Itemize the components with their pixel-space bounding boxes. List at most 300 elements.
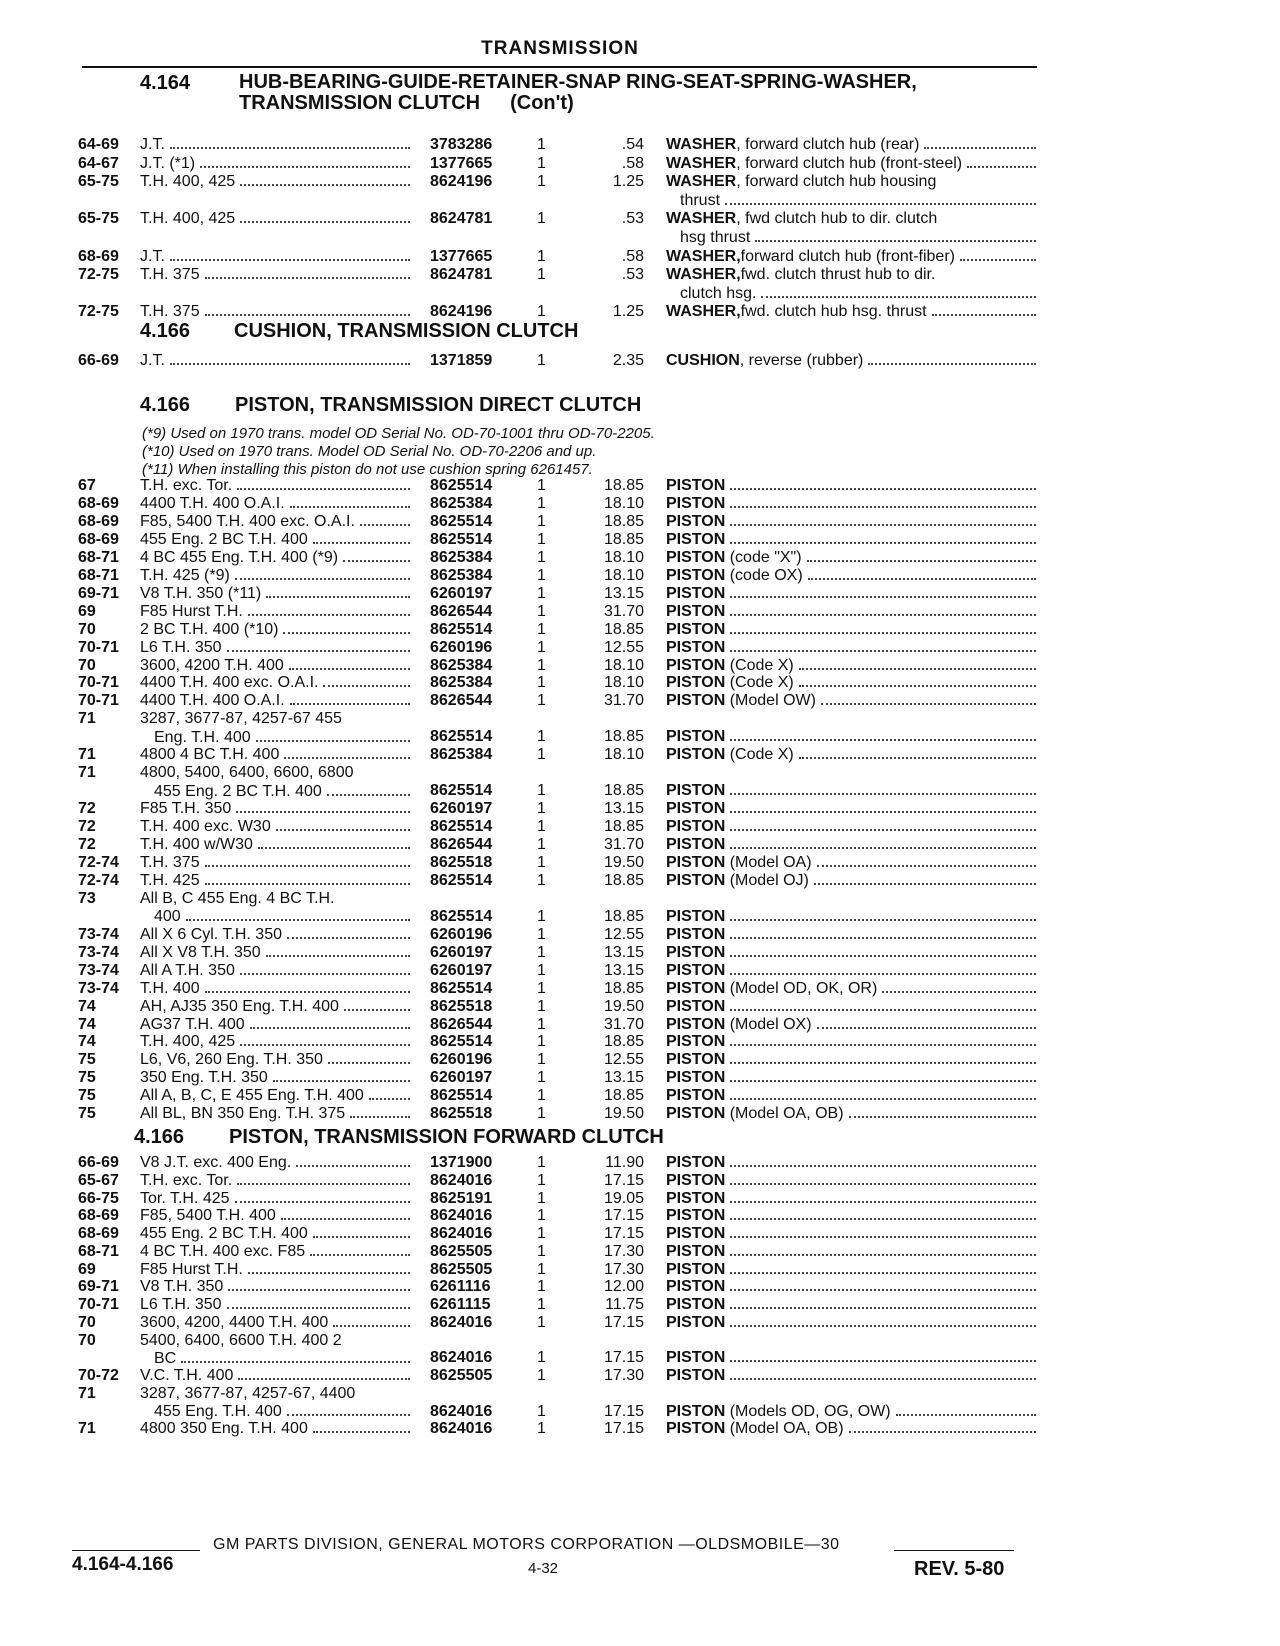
part-description <box>666 1033 1038 1052</box>
part-name: PISTON <box>666 1225 726 1242</box>
part-description <box>666 782 1038 801</box>
model-text: 4800 4 BC T.H. 400 <box>140 746 280 764</box>
model-text: 3287, 3677-87, 4257-67 455 <box>140 710 342 728</box>
quantity: 1 <box>537 961 546 979</box>
description-text <box>666 800 725 819</box>
dot-leader <box>181 1361 410 1363</box>
description-line <box>666 926 1038 945</box>
quantity: 1 <box>537 173 546 191</box>
dot-leader <box>730 524 1036 526</box>
part-description <box>666 1314 1038 1333</box>
model-years: 67 <box>78 477 96 494</box>
part-number: 8625514 <box>430 620 493 638</box>
model-line <box>140 800 412 819</box>
model-text: J.T. <box>140 136 165 153</box>
quantity: 1 <box>537 746 546 764</box>
description-text <box>666 136 919 155</box>
part-name: PISTON <box>666 979 726 997</box>
part-name: PISTON <box>666 477 726 494</box>
part-name: WASHER, <box>666 247 741 265</box>
dot-leader <box>730 1062 1036 1064</box>
quantity: 1 <box>537 548 546 566</box>
quantity: 1 <box>537 836 546 853</box>
model-text: V.C. T.H. 400 <box>140 1367 234 1384</box>
list-price: 31.70 <box>603 1015 644 1033</box>
model-years: 64-67 <box>78 154 119 172</box>
part-name: PISTON <box>666 1242 726 1260</box>
dot-leader <box>807 560 1036 562</box>
dot-leader <box>730 847 1036 849</box>
part-description <box>666 854 1038 873</box>
part-description <box>666 495 1038 514</box>
part-number: 6260197 <box>430 584 493 602</box>
footer-page-number: 4-32 <box>528 1560 559 1577</box>
dot-leader <box>730 542 1036 544</box>
parts-row <box>0 944 1280 962</box>
dot-leader <box>228 1289 410 1291</box>
description-detail: (code "X") <box>725 548 802 566</box>
model-line <box>140 477 412 496</box>
part-number: 8625514 <box>430 477 493 494</box>
model-line <box>140 531 412 550</box>
quantity: 1 <box>537 584 546 602</box>
dot-leader <box>240 184 410 186</box>
dot-leader <box>284 757 410 759</box>
model-text: F85 Hurst T.H. <box>140 1260 243 1278</box>
model-text: F85, 5400 T.H. 400 <box>140 1207 276 1225</box>
model-application <box>140 352 412 371</box>
parts-row <box>0 352 1280 371</box>
quantity: 1 <box>537 1087 546 1105</box>
part-name: PISTON <box>666 566 726 584</box>
part-description <box>666 908 1038 927</box>
dot-leader <box>755 240 1036 242</box>
dot-leader <box>960 259 1036 261</box>
list-price: 18.85 <box>603 1033 644 1051</box>
part-number: 6260196 <box>430 1051 493 1069</box>
model-application <box>140 549 412 568</box>
dot-leader <box>730 973 1036 975</box>
parts-row <box>0 155 1280 174</box>
description-text <box>666 692 816 711</box>
quantity: 1 <box>537 136 546 153</box>
model-line <box>140 783 412 802</box>
description-text <box>666 567 803 586</box>
model-application <box>140 890 412 927</box>
dot-leader <box>730 1378 1036 1380</box>
model-line <box>140 1225 412 1244</box>
description-detail: (Model OJ) <box>725 871 809 889</box>
list-price: 17.15 <box>603 1225 644 1242</box>
dot-leader <box>924 147 1036 149</box>
quantity: 1 <box>537 210 546 228</box>
description-line <box>666 285 1038 304</box>
description-line <box>666 1261 1038 1280</box>
dot-leader <box>250 1027 410 1029</box>
header-rule <box>82 66 1037 68</box>
list-price: 19.50 <box>603 997 644 1015</box>
model-line <box>140 173 412 192</box>
description-detail: (Models OD, OG, OW) <box>725 1402 891 1420</box>
description-detail: , reverse (rubber) <box>739 352 864 369</box>
list-price: 12.55 <box>603 638 644 656</box>
parts-row <box>0 818 1280 836</box>
dot-leader <box>266 596 410 598</box>
section-title-line: PISTON, TRANSMISSION DIRECT CLUTCH <box>235 394 642 416</box>
part-number: 8624016 <box>430 1225 493 1242</box>
model-years: 72-74 <box>78 853 119 871</box>
quantity: 1 <box>537 925 546 943</box>
part-name: PISTON <box>666 692 726 710</box>
description-detail: (Model OW) <box>725 692 816 710</box>
part-name: PISTON <box>666 746 726 764</box>
model-text: V8 J.T. exc. 400 Eng. <box>140 1154 292 1171</box>
quantity: 1 <box>537 494 546 512</box>
part-number: 8624016 <box>430 1402 493 1420</box>
description-text <box>666 998 725 1017</box>
list-price: 12.55 <box>603 925 644 943</box>
model-application <box>140 495 412 514</box>
description-line <box>666 1069 1038 1088</box>
parts-row <box>0 657 1280 675</box>
model-text: AG37 T.H. 400 <box>140 1015 245 1033</box>
part-number: 8624016 <box>430 1207 493 1225</box>
part-name: PISTON <box>666 584 726 602</box>
model-years: 74 <box>78 1033 96 1051</box>
model-years: 70-72 <box>78 1367 119 1384</box>
part-description <box>666 1403 1038 1422</box>
dot-leader <box>343 560 410 562</box>
part-number: 8626544 <box>430 1015 493 1033</box>
dot-leader <box>287 1414 410 1416</box>
quantity: 1 <box>537 638 546 656</box>
model-application <box>140 210 412 229</box>
model-line <box>140 674 412 693</box>
model-application <box>140 1087 412 1106</box>
quantity: 1 <box>537 1051 546 1069</box>
part-number: 1377665 <box>430 247 493 265</box>
model-text: 3600, 4200 T.H. 400 <box>140 656 284 674</box>
description-line <box>666 495 1038 514</box>
part-description <box>666 692 1038 711</box>
dot-leader <box>350 1116 410 1118</box>
dot-leader <box>730 614 1036 616</box>
dot-leader <box>205 883 410 885</box>
dot-leader <box>799 757 1036 759</box>
model-years: 69 <box>78 602 96 620</box>
quantity: 1 <box>537 1154 546 1171</box>
part-number: 8624016 <box>430 1171 493 1189</box>
model-line <box>140 854 412 873</box>
quantity: 1 <box>537 566 546 584</box>
model-line <box>140 962 412 981</box>
model-line <box>140 908 412 927</box>
description-text <box>666 1051 725 1070</box>
section-number: 4.164 <box>140 72 191 94</box>
dot-leader <box>344 1009 410 1011</box>
list-price: 18.85 <box>603 1087 644 1105</box>
part-description <box>666 1261 1038 1280</box>
quantity: 1 <box>537 1033 546 1051</box>
model-application <box>140 692 412 711</box>
list-price: 11.75 <box>605 1296 644 1313</box>
model-line <box>140 1033 412 1052</box>
description-line <box>666 908 1038 927</box>
parts-row <box>0 674 1280 692</box>
part-description <box>666 926 1038 945</box>
model-application <box>140 266 412 285</box>
description-line <box>666 998 1038 1017</box>
part-description <box>666 1190 1038 1209</box>
part-name: PISTON <box>666 1420 726 1438</box>
model-years: 72 <box>78 800 96 818</box>
section-title-line: HUB-BEARING-GUIDE-RETAINER-SNAP RING-SEAT-SPRING-WASHER, <box>239 71 917 93</box>
dot-leader <box>205 991 410 993</box>
part-number: 8626544 <box>430 602 493 620</box>
dot-leader <box>360 524 410 526</box>
dot-leader <box>256 740 410 742</box>
description-text <box>666 495 725 514</box>
list-price: 18.85 <box>603 530 644 548</box>
part-number: 8625384 <box>430 656 493 674</box>
model-application <box>140 1016 412 1035</box>
part-number: 8625514 <box>430 782 493 800</box>
part-name: CUSHION <box>666 352 740 369</box>
description-text <box>666 1349 725 1368</box>
dot-leader <box>730 1307 1036 1309</box>
model-text: All A T.H. 350 <box>140 961 235 979</box>
part-description <box>666 248 1038 267</box>
part-description <box>666 1243 1038 1262</box>
model-text: 4400 T.H. 400 exc. O.A.I. <box>140 674 319 692</box>
model-text: T.H. 375 <box>140 266 200 284</box>
model-text: T.H. exc. Tor. <box>140 477 233 494</box>
list-price: 1.25 <box>612 173 644 191</box>
description-line <box>666 674 1038 693</box>
model-line <box>140 1190 412 1209</box>
model-application <box>140 836 412 855</box>
parts-row <box>0 210 1280 247</box>
description-text <box>666 585 725 604</box>
section-title <box>234 320 578 343</box>
dot-leader <box>296 1165 410 1167</box>
parts-row <box>0 872 1280 890</box>
description-line <box>666 872 1038 891</box>
part-number: 1377665 <box>430 154 493 172</box>
model-line <box>140 872 412 891</box>
part-number: 1371859 <box>430 352 493 369</box>
description-line <box>666 303 1038 322</box>
model-application <box>140 1225 412 1244</box>
parts-row <box>0 1420 1280 1438</box>
part-number: 8624781 <box>430 210 493 228</box>
part-description <box>666 1105 1038 1124</box>
description-line <box>666 1105 1038 1124</box>
parts-row <box>0 1105 1280 1123</box>
model-text: T.H. 375 <box>140 303 200 321</box>
part-name: WASHER <box>666 173 737 191</box>
part-name: PISTON <box>666 1313 726 1331</box>
list-price: 13.15 <box>603 1069 644 1087</box>
dot-leader <box>814 883 1036 885</box>
model-years: 66-69 <box>78 352 119 369</box>
description-text <box>666 155 962 174</box>
description-line <box>666 1243 1038 1262</box>
model-line <box>140 621 412 640</box>
model-application <box>140 710 412 747</box>
quantity: 1 <box>537 728 546 746</box>
model-line <box>140 585 412 604</box>
list-price: .53 <box>621 210 644 228</box>
list-price: .54 <box>621 136 644 153</box>
description-text <box>666 248 955 267</box>
part-name: PISTON <box>666 1051 726 1069</box>
model-application <box>140 1420 412 1439</box>
model-years: 68-69 <box>78 1207 119 1225</box>
parts-row <box>0 1296 1280 1314</box>
list-price: .58 <box>621 247 644 265</box>
model-line <box>140 1087 412 1106</box>
quantity: 1 <box>537 871 546 889</box>
parts-row <box>0 477 1280 495</box>
part-number: 6260196 <box>430 925 493 943</box>
quantity: 1 <box>537 154 546 172</box>
description-text <box>666 549 802 568</box>
description-detail: , forward clutch hub (front-steel) <box>736 154 963 172</box>
part-description <box>666 477 1038 496</box>
parts-row <box>0 1367 1280 1385</box>
model-text: 4800 350 Eng. T.H. 400 <box>140 1420 308 1438</box>
footer-division: GM PARTS DIVISION, GENERAL MOTORS CORPORATION —OLDSMOBILE—30 <box>213 1536 840 1553</box>
description-line <box>666 229 1038 248</box>
dot-leader <box>205 277 410 279</box>
part-number: 8625384 <box>430 494 493 512</box>
list-price: 17.15 <box>603 1171 644 1189</box>
description-detail: (Model OA, OB) <box>725 1420 844 1438</box>
model-application <box>140 1207 412 1226</box>
parts-row <box>0 531 1280 549</box>
list-price: 17.15 <box>603 1420 644 1438</box>
part-number: 8624781 <box>430 266 493 284</box>
model-text: T.H. 400, 425 <box>140 173 236 191</box>
quantity: 1 <box>537 530 546 548</box>
list-price: 17.15 <box>603 1402 644 1420</box>
description-text <box>666 980 877 999</box>
part-description <box>666 603 1038 622</box>
part-description <box>666 1016 1038 1035</box>
description-text <box>666 531 725 550</box>
list-price: 19.50 <box>603 1105 644 1123</box>
part-number: 6260197 <box>430 800 493 818</box>
model-text: 4400 T.H. 400 O.A.I. <box>140 494 285 512</box>
part-name: PISTON <box>666 1069 726 1087</box>
description-line <box>666 836 1038 855</box>
parts-row <box>0 746 1280 764</box>
model-line <box>140 549 412 568</box>
dot-leader <box>730 739 1036 741</box>
part-description <box>666 531 1038 550</box>
model-years: 75 <box>78 1069 96 1087</box>
model-text: 4 BC T.H. 400 exc. F85 <box>140 1242 306 1260</box>
part-number: 8625514 <box>430 512 493 530</box>
description-line <box>666 746 1038 765</box>
part-description <box>666 549 1038 568</box>
model-line <box>140 1314 412 1333</box>
model-years: 72 <box>78 818 96 836</box>
model-application <box>140 248 412 267</box>
part-description <box>666 1207 1038 1226</box>
dot-leader <box>236 811 410 813</box>
part-description <box>666 155 1038 174</box>
description-text: thrust <box>680 191 721 209</box>
part-description <box>666 1349 1038 1368</box>
dot-leader <box>730 919 1036 921</box>
description-line <box>666 1172 1038 1191</box>
list-price: 17.30 <box>603 1242 644 1260</box>
dot-leader <box>730 1183 1036 1185</box>
model-years: 70-71 <box>78 692 119 710</box>
description-detail: (Model OA) <box>725 853 812 871</box>
part-name: PISTON <box>666 836 726 853</box>
parts-row <box>0 854 1280 872</box>
model-line <box>140 764 412 783</box>
quantity: 1 <box>537 853 546 871</box>
description-line <box>666 1420 1038 1439</box>
model-text: T.H. 400 exc. W30 <box>140 818 271 836</box>
part-name: PISTON <box>666 512 726 530</box>
part-description <box>666 303 1038 322</box>
model-years: 73-74 <box>78 961 119 979</box>
quantity: 1 <box>537 1278 546 1296</box>
part-name: PISTON <box>666 602 726 620</box>
quantity: 1 <box>537 266 546 284</box>
parts-row <box>0 800 1280 818</box>
model-application <box>140 1105 412 1124</box>
dot-leader <box>730 1325 1036 1327</box>
dot-leader <box>290 703 410 705</box>
part-description <box>666 800 1038 819</box>
list-price: 18.10 <box>603 494 644 512</box>
description-line <box>666 1087 1038 1106</box>
model-text: All X 6 Cyl. T.H. 350 <box>140 925 282 943</box>
dot-leader <box>276 829 410 831</box>
quantity: 1 <box>537 602 546 620</box>
quantity: 1 <box>537 674 546 692</box>
description-text <box>666 818 725 837</box>
page-title: TRANSMISSION <box>481 38 639 59</box>
parts-row <box>0 1385 1280 1421</box>
footnote: (*9) Used on 1970 trans. model OD Serial No. OD-70-1001 thru OD-70-2205. <box>142 425 655 442</box>
dot-leader <box>258 847 410 849</box>
list-price: 17.15 <box>603 1349 644 1367</box>
quantity: 1 <box>537 1402 546 1420</box>
description-detail: forward clutch hub (front-fiber) <box>740 247 955 265</box>
model-years: 72-75 <box>78 303 119 321</box>
part-number: 8624016 <box>430 1349 493 1367</box>
part-number: 6260197 <box>430 961 493 979</box>
description-line <box>666 567 1038 586</box>
quantity: 1 <box>537 943 546 961</box>
part-name: PISTON <box>666 1154 726 1171</box>
description-line <box>666 657 1038 676</box>
model-years: 70 <box>78 656 96 674</box>
part-name: WASHER, <box>666 303 741 321</box>
quantity: 1 <box>537 1242 546 1260</box>
dot-leader <box>730 506 1036 508</box>
section-title <box>239 72 917 114</box>
model-application <box>140 585 412 604</box>
quantity: 1 <box>537 1015 546 1033</box>
